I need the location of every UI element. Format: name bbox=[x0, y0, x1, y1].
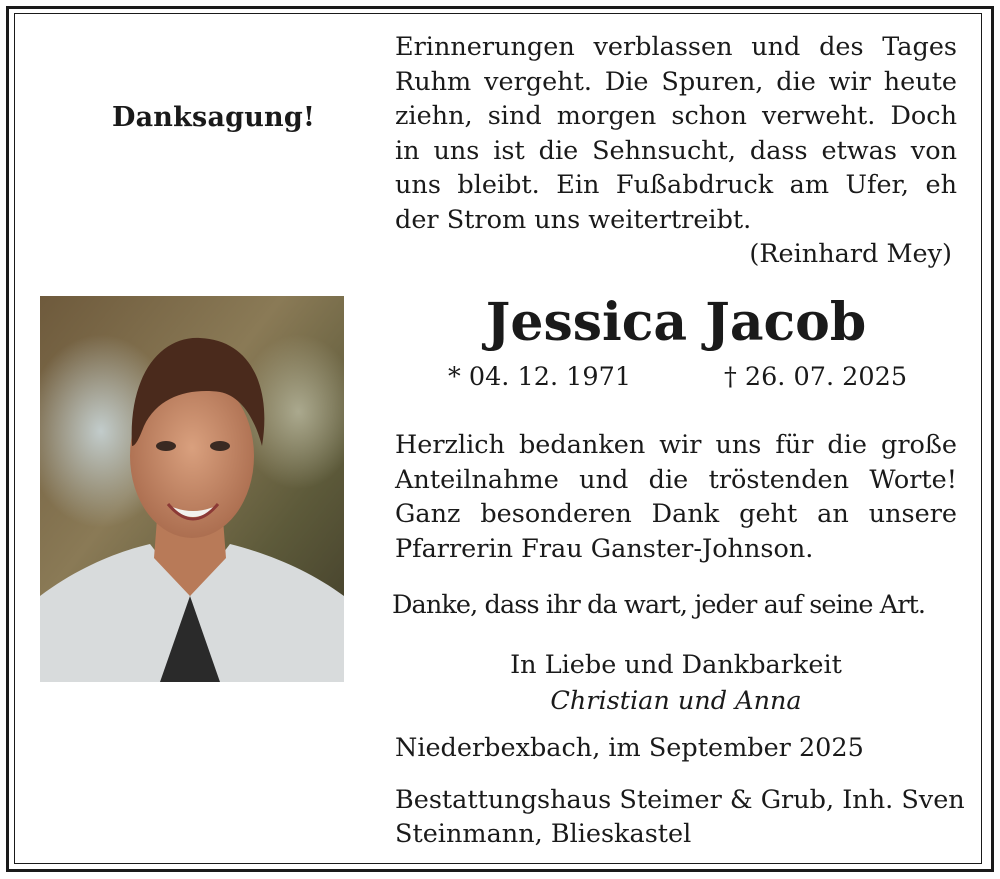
love-line: In Liebe und Dankbarkeit bbox=[510, 650, 842, 680]
poem-line: ziehn, sind morgen schon verweht. Doch bbox=[395, 101, 957, 132]
poem-line: uns bleibt. Ein Fußabdruck am Ufer, eh bbox=[395, 170, 957, 201]
poem-line: in uns ist die Sehnsucht, dass etwas von bbox=[395, 135, 957, 166]
deceased-name: Jessica Jacob bbox=[485, 292, 867, 353]
undertaker bbox=[395, 783, 965, 851]
poem bbox=[395, 30, 957, 238]
thanks-line: Pfarrerin Frau Ganster-Johnson. bbox=[395, 533, 814, 564]
poem-line: der Strom uns weitertreibt. bbox=[395, 204, 752, 235]
poem-line: Ruhm vergeht. Die Spuren, die wir heute bbox=[395, 66, 957, 97]
thanks-line: Ganz besonderen Dank geht an unsere bbox=[395, 499, 957, 530]
motto: Danke, dass ihr da wart, jeder auf seine Art. bbox=[392, 590, 926, 620]
place-date: Niederbexbach, im September 2025 bbox=[395, 733, 864, 763]
death-date: † 26. 07. 2025 bbox=[724, 362, 908, 392]
thanks-line: Herzlich bedanken wir uns für die große bbox=[395, 430, 957, 460]
undertaker-line: Bestattungshaus Steimer & Grub, Inh. Sven bbox=[395, 785, 965, 815]
heading: Danksagung! bbox=[112, 102, 316, 133]
thanks-line: Anteilnahme und die tröstenden Worte! bbox=[395, 464, 957, 495]
portrait-photo bbox=[40, 296, 344, 682]
thanks-text bbox=[395, 428, 957, 566]
signers: Christian und Anna bbox=[550, 686, 802, 716]
poem-author: (Reinhard Mey) bbox=[749, 239, 952, 269]
poem-line: Erinnerungen verblassen und des Tages bbox=[395, 32, 957, 62]
undertaker-line: Steinmann, Blieskastel bbox=[395, 819, 692, 849]
birth-date: * 04. 12. 1971 bbox=[448, 362, 632, 392]
